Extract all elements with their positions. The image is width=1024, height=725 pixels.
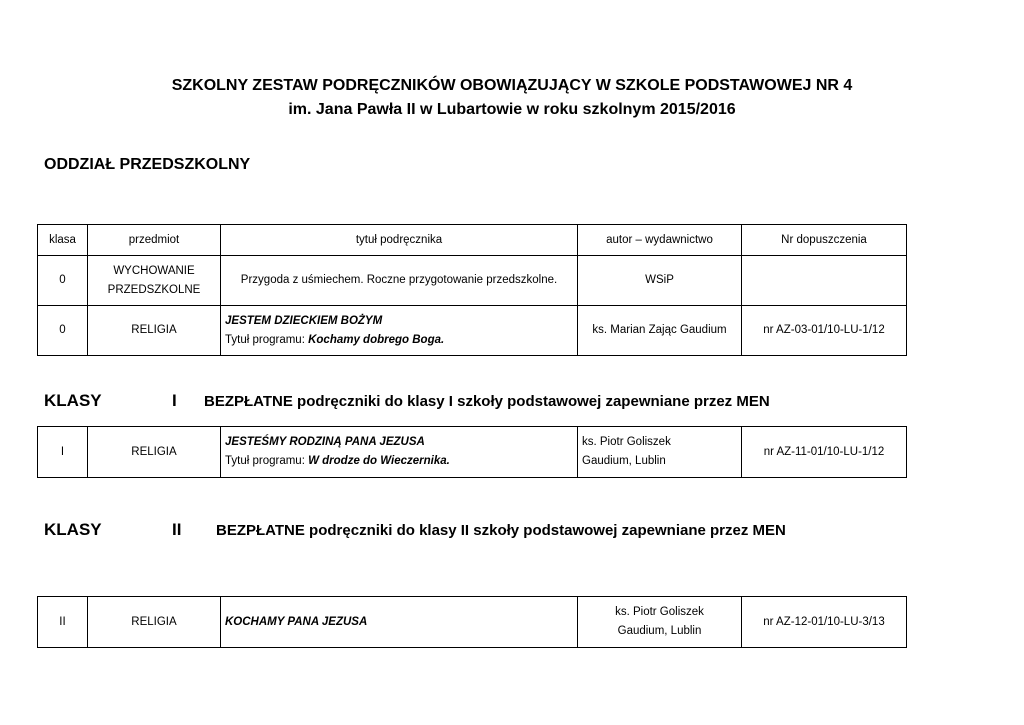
- table-row: [38, 597, 907, 648]
- cell-przedmiot: RELIGIA: [88, 597, 221, 648]
- cell-tytul: [221, 597, 578, 648]
- cell-przedmiot: RELIGIA: [88, 427, 221, 478]
- cell-tytul: [221, 306, 578, 356]
- cell-klasa: I: [38, 427, 88, 478]
- cell-nr: [742, 256, 907, 306]
- program-line: [225, 331, 573, 350]
- section-heading-oddzial: ODDZIAŁ PRZEDSZKOLNY: [44, 156, 251, 173]
- cell-autor: WSiP: [578, 256, 742, 306]
- header-autor: autor – wydawnictwo: [578, 225, 742, 256]
- table-row: [38, 427, 907, 478]
- cell-przedmiot: [88, 256, 221, 306]
- cell-autor: ks. Marian Zając Gaudium: [578, 306, 742, 356]
- przedmiot-line2: PRZEDSZKOLNE: [107, 283, 201, 296]
- header-tytul: tytuł podręcznika: [221, 225, 578, 256]
- document-title-line2: im. Jana Pawła II w Lubartowie w roku szkolnym 2015/2016: [288, 101, 736, 118]
- autor-line2: Gaudium, Lublin: [617, 625, 702, 637]
- header-klasa: klasa: [38, 225, 88, 256]
- cell-przedmiot: RELIGIA: [88, 306, 221, 356]
- program-name: Kochamy dobrego Boga.: [308, 333, 445, 346]
- program-name: W drodze do Wieczernika.: [308, 455, 450, 467]
- header-nr: Nr dopuszczenia: [742, 225, 907, 256]
- klasa-roman: I: [172, 391, 177, 410]
- klasy-label: KLASY: [44, 391, 102, 410]
- cell-autor: [578, 597, 742, 648]
- autor-line1: ks. Piotr Goliszek: [615, 606, 704, 618]
- book-title: JESTEŚMY RODZINĄ PANA JEZUSA: [225, 436, 425, 448]
- przedmiot-line1: WYCHOWANIE: [113, 264, 195, 277]
- book-title: JESTEM DZIECKIEM BOŻYM: [225, 314, 383, 327]
- cell-tytul: [221, 427, 578, 478]
- klasy-description: BEZPŁATNE podręczniki do klasy I szkoły podstawowej zapewniane przez MEN: [204, 393, 770, 410]
- cell-klasa: 0: [38, 306, 88, 356]
- klasa-1-table: [37, 426, 907, 478]
- cell-klasa: II: [38, 597, 88, 648]
- cell-nr: nr AZ-11-01/10-LU-1/12: [742, 427, 907, 478]
- document-title-line1: SZKOLNY ZESTAW PODRĘCZNIKÓW OBOWIĄZUJĄCY W SZKOLE PODSTAWOWEJ NR 4: [171, 77, 853, 94]
- book-title: KOCHAMY PANA JEZUSA: [225, 615, 368, 628]
- program-line: [225, 452, 573, 471]
- cell-nr: nr AZ-12-01/10-LU-3/13: [742, 597, 907, 648]
- autor-line1: ks. Piotr Goliszek: [582, 436, 671, 448]
- cell-tytul: Przygoda z uśmiechem. Roczne przygotowanie przedszkolne.: [221, 256, 578, 306]
- przedszkole-table: [37, 224, 907, 356]
- program-label: Tytuł programu:: [225, 455, 309, 467]
- klasa-2-table: [37, 596, 907, 648]
- table-header-row: [38, 225, 907, 256]
- autor-line2: Gaudium, Lublin: [582, 455, 666, 467]
- cell-klasa: 0: [38, 256, 88, 306]
- cell-nr: nr AZ-03-01/10-LU-1/12: [742, 306, 907, 356]
- klasy-description: BEZPŁATNE podręczniki do klasy II szkoły podstawowej zapewniane przez MEN: [216, 522, 786, 539]
- program-label: Tytuł programu:: [225, 333, 309, 346]
- cell-autor: [578, 427, 742, 478]
- table-row: [38, 306, 907, 356]
- klasa-roman: II: [172, 520, 182, 539]
- klasy-label: KLASY: [44, 520, 102, 539]
- header-przedmiot: przedmiot: [88, 225, 221, 256]
- table-row: [38, 256, 907, 306]
